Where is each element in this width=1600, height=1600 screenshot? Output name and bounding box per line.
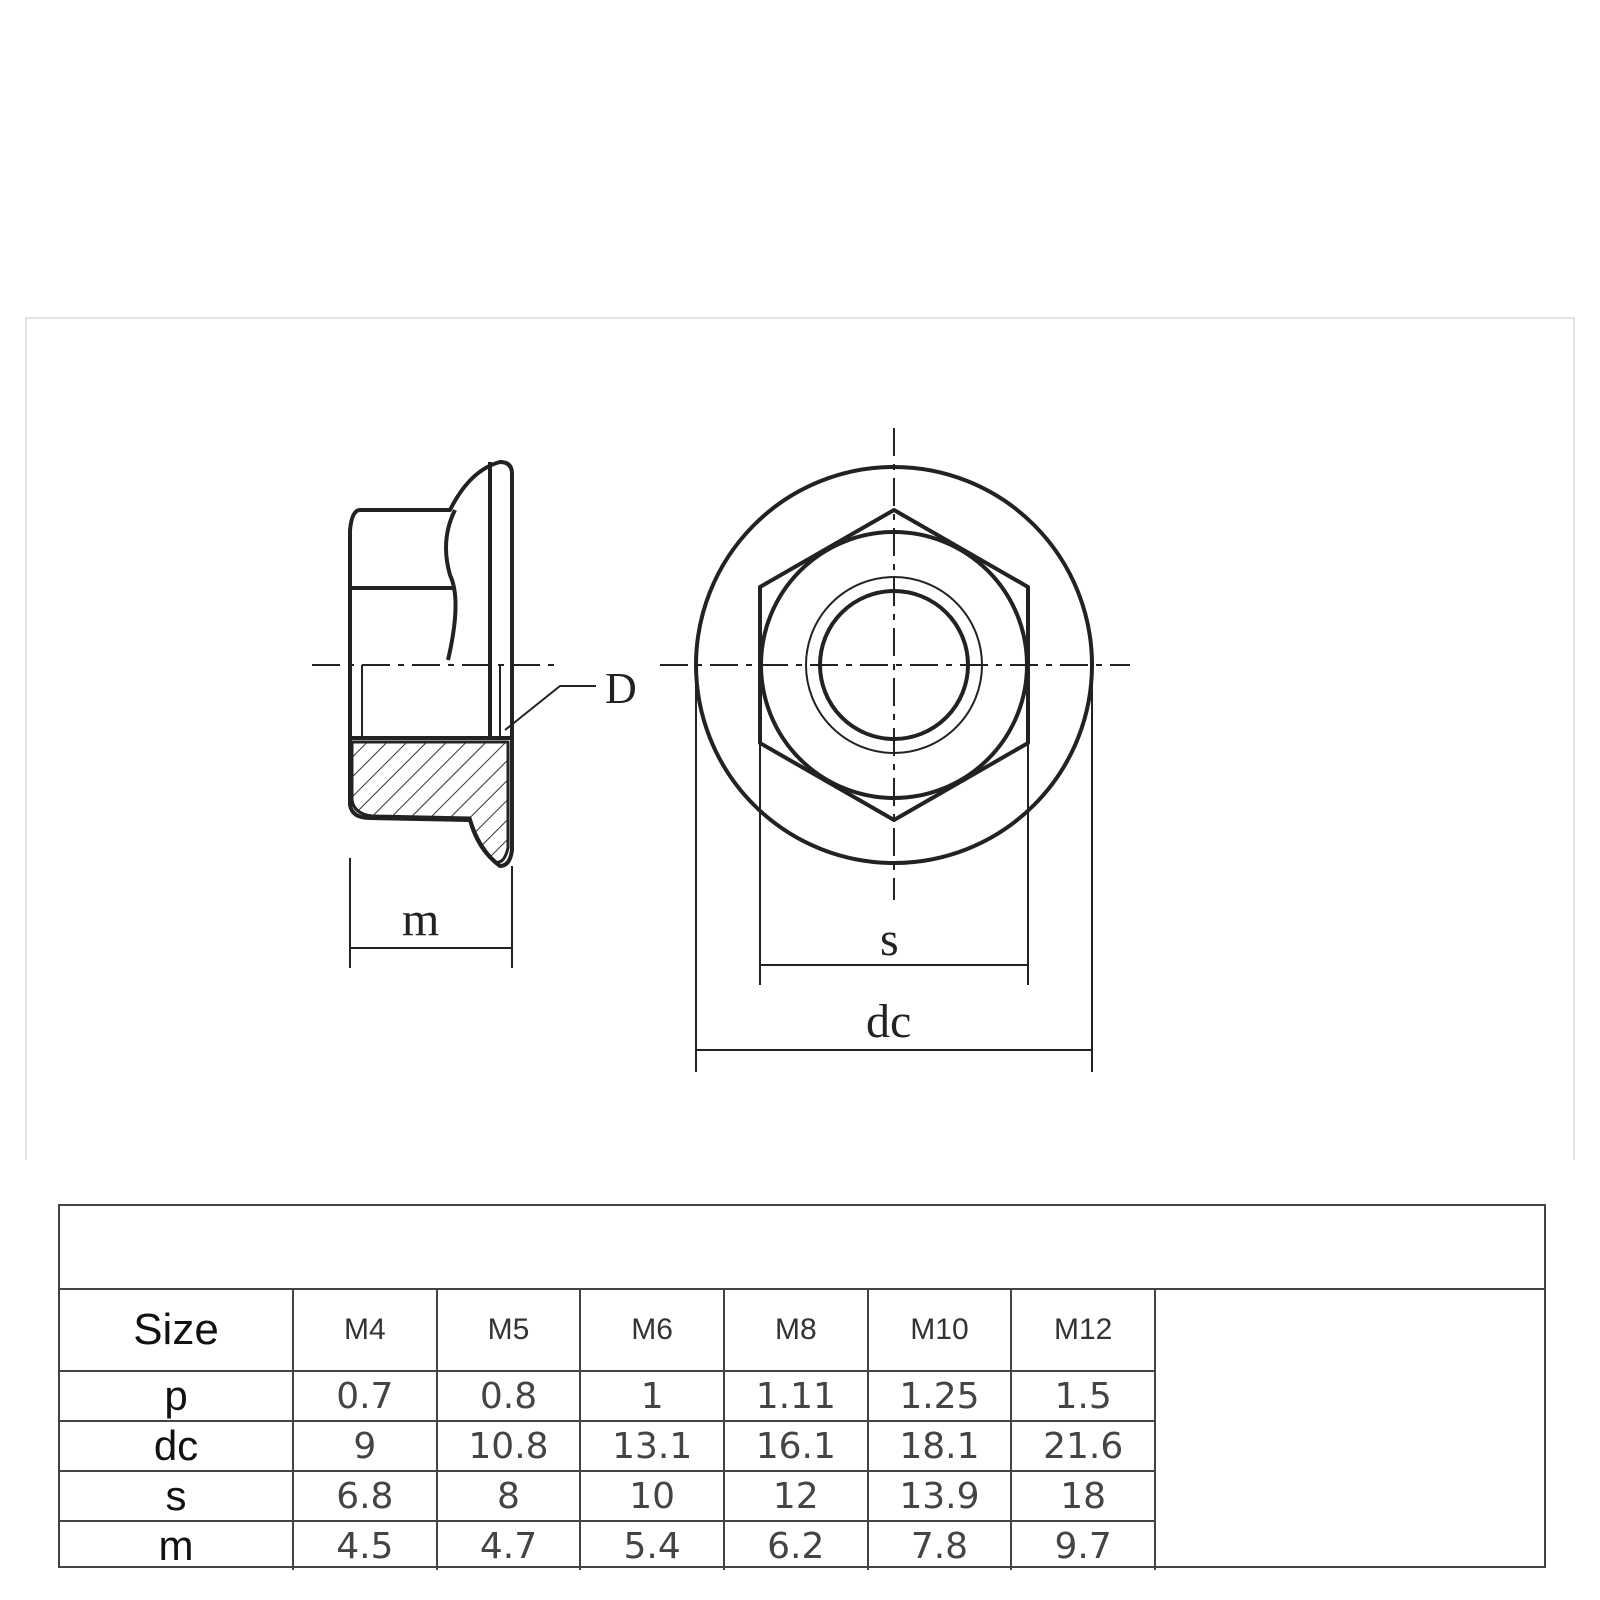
label-s: s	[880, 913, 899, 966]
value-cell: 4.7	[437, 1521, 581, 1570]
value-cell: 13.9	[868, 1471, 1012, 1521]
table-row-dc	[60, 1421, 1155, 1471]
hatched-section	[352, 742, 508, 862]
size-cell: M5	[437, 1290, 581, 1371]
value-cell: 18.1	[868, 1421, 1012, 1471]
table-row-s	[60, 1471, 1155, 1521]
value-cell: 13.1	[580, 1421, 724, 1471]
value-cell: 9	[293, 1421, 437, 1471]
drawing-frame	[26, 318, 1574, 1160]
size-cell: M12	[1011, 1290, 1155, 1371]
value-cell: 6.2	[724, 1521, 868, 1570]
row-header-s: s	[60, 1471, 293, 1521]
spec-table	[58, 1204, 1546, 1568]
table-row-p	[60, 1371, 1155, 1421]
value-cell: 18	[1011, 1471, 1155, 1521]
value-cell: 4.5	[293, 1521, 437, 1570]
label-m: m	[402, 893, 440, 946]
value-cell: 12	[724, 1471, 868, 1521]
size-cell: M4	[293, 1290, 437, 1371]
size-row	[60, 1290, 1155, 1371]
table-header-band	[60, 1206, 1544, 1290]
row-header-m: m	[60, 1521, 293, 1570]
value-cell: 10	[580, 1471, 724, 1521]
value-cell: 21.6	[1011, 1421, 1155, 1471]
value-cell: 8	[437, 1471, 581, 1521]
value-cell: 0.7	[293, 1371, 437, 1421]
value-cell: 1.25	[868, 1371, 1012, 1421]
value-cell: 6.8	[293, 1471, 437, 1521]
value-cell: 10.8	[437, 1421, 581, 1471]
size-cell: M6	[580, 1290, 724, 1371]
value-cell: 16.1	[724, 1421, 868, 1471]
value-cell: 0.8	[437, 1371, 581, 1421]
size-cell: M8	[724, 1290, 868, 1371]
value-cell: 1.5	[1011, 1371, 1155, 1421]
row-header-size: Size	[60, 1290, 293, 1371]
label-dc: dc	[866, 995, 912, 1048]
value-cell: 7.8	[868, 1521, 1012, 1570]
value-cell: 5.4	[580, 1521, 724, 1570]
d-leader-line	[505, 686, 596, 730]
size-cell: M10	[868, 1290, 1012, 1371]
row-header-p: p	[60, 1371, 293, 1421]
spec-grid	[60, 1290, 1156, 1570]
label-d: D	[605, 664, 637, 713]
value-cell: 9.7	[1011, 1521, 1155, 1570]
value-cell: 1	[580, 1371, 724, 1421]
row-header-dc: dc	[60, 1421, 293, 1471]
table-row-m	[60, 1521, 1155, 1570]
value-cell: 1.11	[724, 1371, 868, 1421]
